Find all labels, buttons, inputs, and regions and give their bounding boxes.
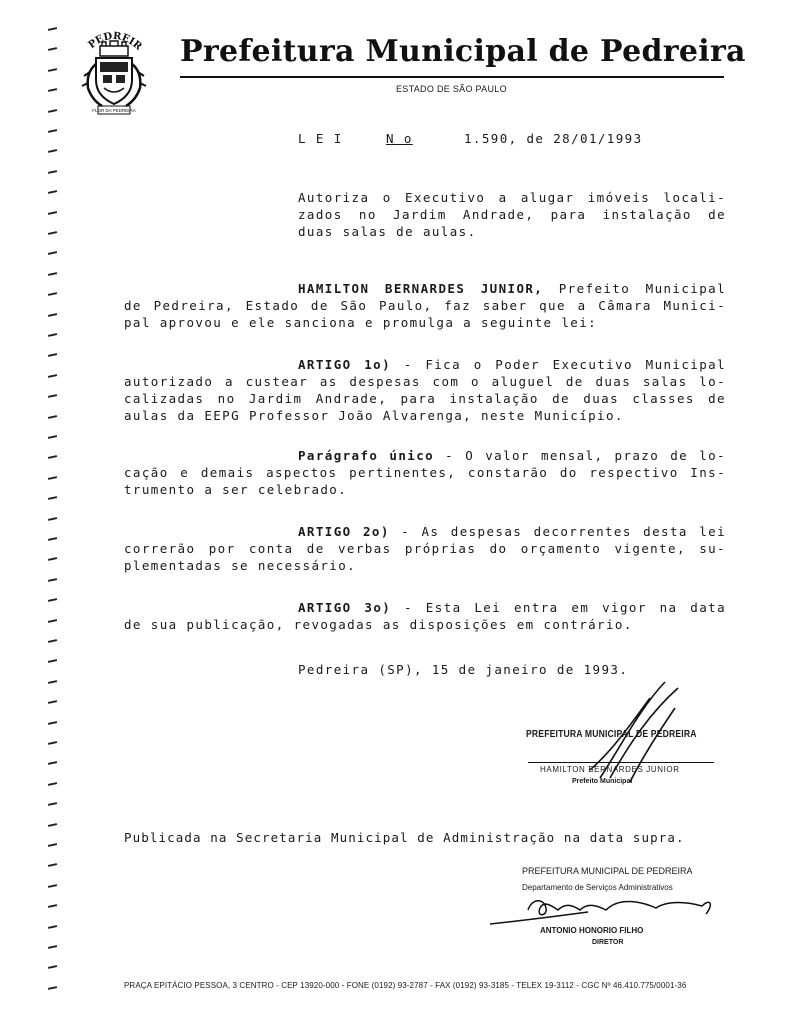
article-1-line: calizadas no Jardim Andrade, para instalação de duas classes de (124, 391, 726, 406)
margin-mark (48, 986, 57, 990)
mayor-stamp: PREFEITURA MUNICIPAL DE PEDREIRA (526, 728, 697, 740)
seal-bottom-text: FLOR DA PEDREIRA (92, 108, 136, 113)
margin-mark (48, 537, 57, 541)
article-3-first-line (124, 599, 726, 616)
summary-line: duas salas de aulas. (298, 224, 477, 239)
margin-mark (48, 313, 57, 317)
margin-mark (48, 170, 57, 174)
mayor-printed-name: HAMILTON BERNARDES JUNIOR (540, 765, 680, 774)
margin-mark (48, 455, 57, 459)
margin-mark (48, 863, 57, 867)
margin-mark (48, 211, 57, 215)
margin-mark (48, 47, 57, 51)
summary-line: zados no Jardim Andrade, para instalação de (298, 207, 726, 222)
margin-mark (48, 761, 57, 765)
director-stamp-line2: Departamento de Serviços Administrativos (522, 883, 673, 892)
publication-note: Publicada na Secretaria Municipal de Administração na data supra. (124, 830, 685, 845)
mayor-name: HAMILTON BERNARDES JUNIOR, (298, 281, 544, 296)
margin-mark (48, 619, 57, 623)
margin-mark (48, 333, 57, 337)
margin-mark (48, 27, 57, 31)
law-title-number: 1.590, de 28/01/1993 (464, 131, 643, 146)
margin-mark (48, 659, 57, 663)
margin-mark (48, 965, 57, 969)
margin-mark (48, 68, 57, 72)
margin-mark (48, 374, 57, 378)
article-1-line: autorizado a custear as despesas com o aluguel de duas salas lo- (124, 374, 726, 389)
date-line: Pedreira (SP), 15 de janeiro de 1993. (298, 662, 629, 677)
margin-mark (48, 109, 57, 113)
margin-mark (48, 190, 57, 194)
law-title-no: N o (386, 131, 413, 146)
law-summary (298, 189, 726, 240)
article-2 (124, 523, 726, 574)
paragraph-line: trumento a ser celebrado. (124, 482, 348, 497)
article-2-text: - As despesas decorrentes desta lei (401, 524, 726, 539)
svg-text:PEDREIRA (78, 24, 144, 53)
margin-mark (48, 843, 57, 847)
intro-text: Prefeito Municipal (558, 281, 726, 296)
margin-mark (48, 251, 57, 255)
law-intro (124, 280, 726, 331)
paragraph-line: cação e demais aspectos pertinentes, constarão do respectivo Ins- (124, 465, 726, 480)
intro-line: pal aprovou e ele sanciona e promulga a seguinte lei: (124, 315, 598, 330)
article-2-label: ARTIGO 2o) (298, 524, 390, 539)
city-coat-of-arms-icon (78, 24, 150, 120)
paragraph-first-line (124, 447, 726, 464)
article-1-text: - Fica o Poder Executivo Municipal (403, 357, 726, 372)
margin-mark (48, 435, 57, 439)
header-subtitle: ESTADO DE SÃO PAULO (396, 84, 507, 94)
law-title-lei: L E I (298, 131, 343, 146)
summary-line: Autoriza o Executivo a alugar imóveis locali- (298, 190, 726, 205)
article-1-first-line (124, 356, 726, 373)
article-1-label: ARTIGO 1o) (298, 357, 392, 372)
margin-mark (48, 394, 57, 398)
margin-mark (48, 925, 57, 929)
margin-mark (48, 129, 57, 133)
margin-mark (48, 476, 57, 480)
director-printed-name: ANTONIO HONORIO FILHO (540, 926, 644, 935)
margin-mark (48, 904, 57, 908)
margin-mark (48, 578, 57, 582)
margin-mark (48, 88, 57, 92)
director-stamp-line1: PREFEITURA MUNICIPAL DE PEDREIRA (522, 866, 693, 876)
article-2-line: plementadas se necessário. (124, 558, 357, 573)
margin-mark (48, 353, 57, 357)
handwritten-signature-icon (488, 890, 718, 930)
margin-mark (48, 292, 57, 296)
margin-mark (48, 782, 57, 786)
margin-mark (48, 680, 57, 684)
article-3-text: - Esta Lei entra em vigor na data (404, 600, 726, 615)
margin-mark (48, 823, 57, 827)
margin-mark (48, 149, 57, 153)
page-title: Prefeitura Municipal de Pedreira (180, 34, 746, 69)
paragraph-unique (124, 447, 726, 498)
margin-mark (48, 945, 57, 949)
director-signature-block (488, 864, 728, 954)
margin-mark (48, 802, 57, 806)
margin-mark (48, 884, 57, 888)
margin-mark (48, 721, 57, 725)
margin-mark (48, 598, 57, 602)
mayor-role: Prefeito Municipal (572, 778, 633, 785)
article-2-line: correrão por conta de verbas próprias do orçamento vigente, su- (124, 541, 726, 556)
article-1 (124, 356, 726, 424)
article-3 (124, 599, 726, 633)
margin-mark (48, 557, 57, 561)
margin-mark (48, 639, 57, 643)
margin-mark (48, 496, 57, 500)
paragraph-text: - O valor mensal, prazo de lo- (445, 448, 726, 463)
article-3-line: de sua publicação, revogadas as disposições em contrário. (124, 617, 633, 632)
seal-top-text: PEDREIR (86, 30, 144, 53)
footer-address: PRAÇA EPITÁCIO PESSOA, 3 CENTRO - CEP 13920-000 - FONE (0192) 93-2787 - FAX (0192) 93-3185 - TELEX 19-3112 - CGC Nº 46.410.775/0001-36 (124, 981, 687, 990)
signature-line (528, 762, 714, 763)
intro-first-line (124, 280, 726, 297)
article-1-line: aulas da EEPG Professor João Alvarenga, neste Município. (124, 408, 624, 423)
article-2-first-line (124, 523, 726, 540)
margin-binding-marks (44, 20, 68, 1010)
intro-line: de Pedreira, Estado de São Paulo, faz saber que a Câmara Munici- (124, 298, 726, 313)
director-role: DIRETOR (592, 939, 624, 946)
margin-mark (48, 517, 57, 521)
margin-mark (48, 415, 57, 419)
header-rule (180, 76, 724, 78)
article-3-label: ARTIGO 3o) (298, 600, 392, 615)
margin-mark (48, 231, 57, 235)
paragraph-label: Parágrafo único (298, 448, 435, 463)
margin-mark (48, 272, 57, 276)
margin-mark (48, 700, 57, 704)
mayor-signature-block (520, 678, 730, 798)
margin-mark (48, 741, 57, 745)
